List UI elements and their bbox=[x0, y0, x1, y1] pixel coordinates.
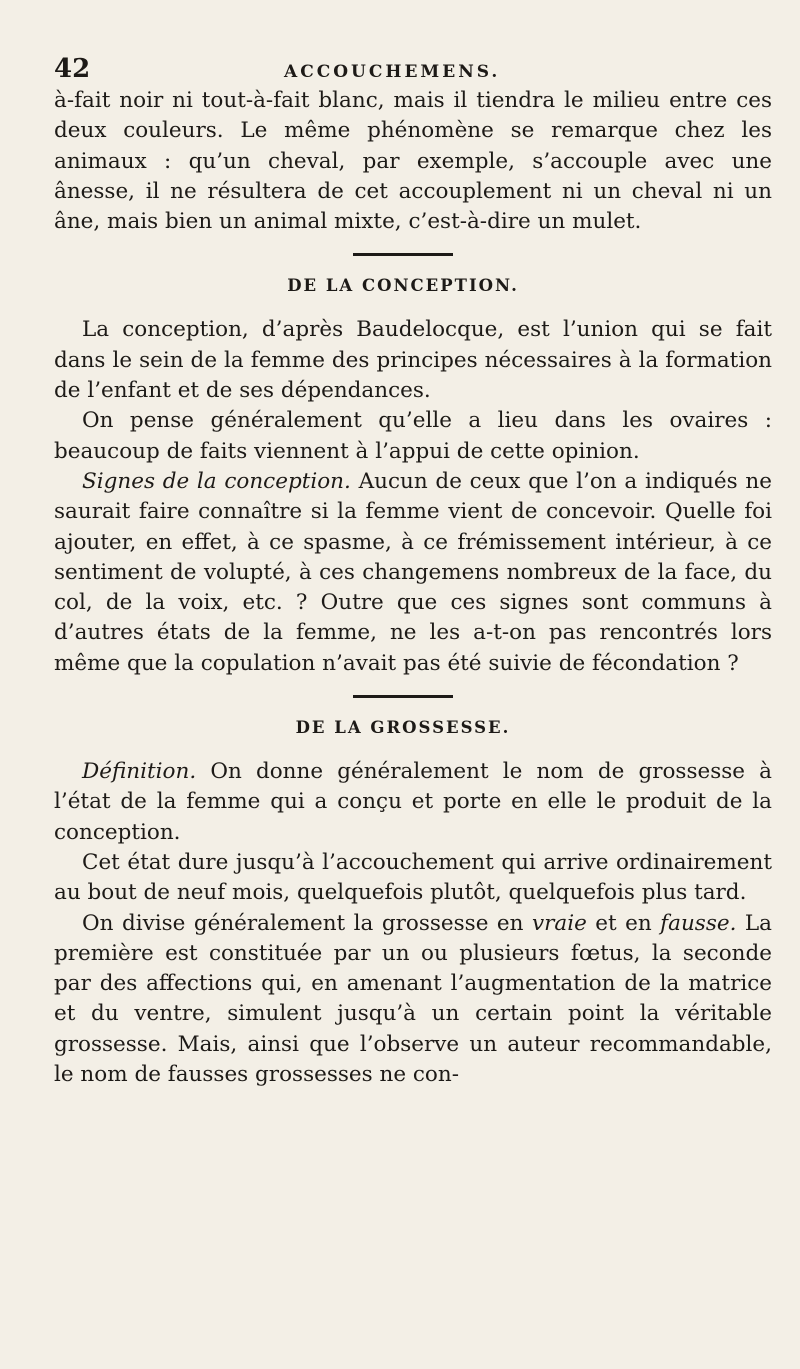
definition-text: On donne généralement le nom de grossesse à l’état de la femme qui a conçu et porte en elle le produit de la conception. bbox=[54, 759, 772, 845]
running-head bbox=[54, 54, 772, 82]
page-number: 42 bbox=[54, 54, 91, 84]
conception-ovaries-paragraph: On pense généralement qu’elle a lieu dans les ovaires : beaucoup de faits viennent à l’appui de cette opinion. bbox=[54, 408, 772, 464]
section-rule bbox=[353, 253, 453, 256]
fausse-italic: fausse. bbox=[660, 910, 737, 936]
section-rule bbox=[353, 695, 453, 698]
conception-signs-paragraph bbox=[54, 467, 772, 679]
section-heading-conception: DE LA CONCEPTION. bbox=[287, 276, 519, 296]
grossesse-duration-paragraph: Cet état dure jusqu’à l’accouchement qui arrive ordinairement au bout de neuf mois, quelquefois plutôt, quelquefois plus tard. bbox=[54, 849, 772, 906]
division-text-a: On divise généralement la grossesse en bbox=[82, 910, 532, 936]
division-text-c: La première est constituée par un ou plusieurs fœtus, la seconde par des affections qui, en amenant l’augmentation de la matrice et du ventre, simulent jusqu’à un certain point la véritable grossesse. Mais, ainsi que l’observe un auteur recommandable, le nom de fausses grossesses ne con- bbox=[54, 910, 772, 1088]
definition-lead-italic: Définition. bbox=[82, 759, 197, 785]
vraie-italic: vraie bbox=[531, 910, 587, 936]
conception-definition-paragraph: La conception, d’après Baudelocque, est l’union qui se fait dans le sein de la femme des principes nécessaires à la formation de l’enfant et de ses dépendances. bbox=[54, 317, 772, 404]
signs-lead-italic: Signes de la conception. bbox=[82, 468, 351, 494]
running-title: ACCOUCHEMENS. bbox=[284, 62, 501, 82]
continuation-paragraph: à-fait noir ni tout-à-fait blanc, mais il tiendra le milieu entre ces deux couleurs. Le même phénomène se remarque chez les animaux : qu’un cheval, par exemple, s’accouple avec une ânesse, il ne résultera de cet accouplement ni un cheval ni un âne, mais bien un animal mixte, c’est-à-dire un mulet. bbox=[54, 88, 772, 235]
section-heading-grossesse: DE LA GROSSESSE. bbox=[295, 718, 511, 738]
division-text-b: et en bbox=[586, 910, 661, 936]
signs-text: Aucun de ceux que l’on a indiqués ne saurait faire connaître si la femme vient de concevoir. Quelle foi ajouter, en effet, à ce spasme, à ce frémissement intérieur, à ce sentiment de volupté, à ces changemens nombreux de la face, du col, de la voix, etc. ? Outre que ces signes sont communs à d’autres états de la femme, ne les a-t-on pas rencontrés lors même que la copulation n’avait pas été suivie de fécondation ? bbox=[54, 468, 772, 676]
grossesse-division-paragraph bbox=[54, 909, 772, 1091]
grossesse-definition-paragraph bbox=[54, 757, 772, 848]
